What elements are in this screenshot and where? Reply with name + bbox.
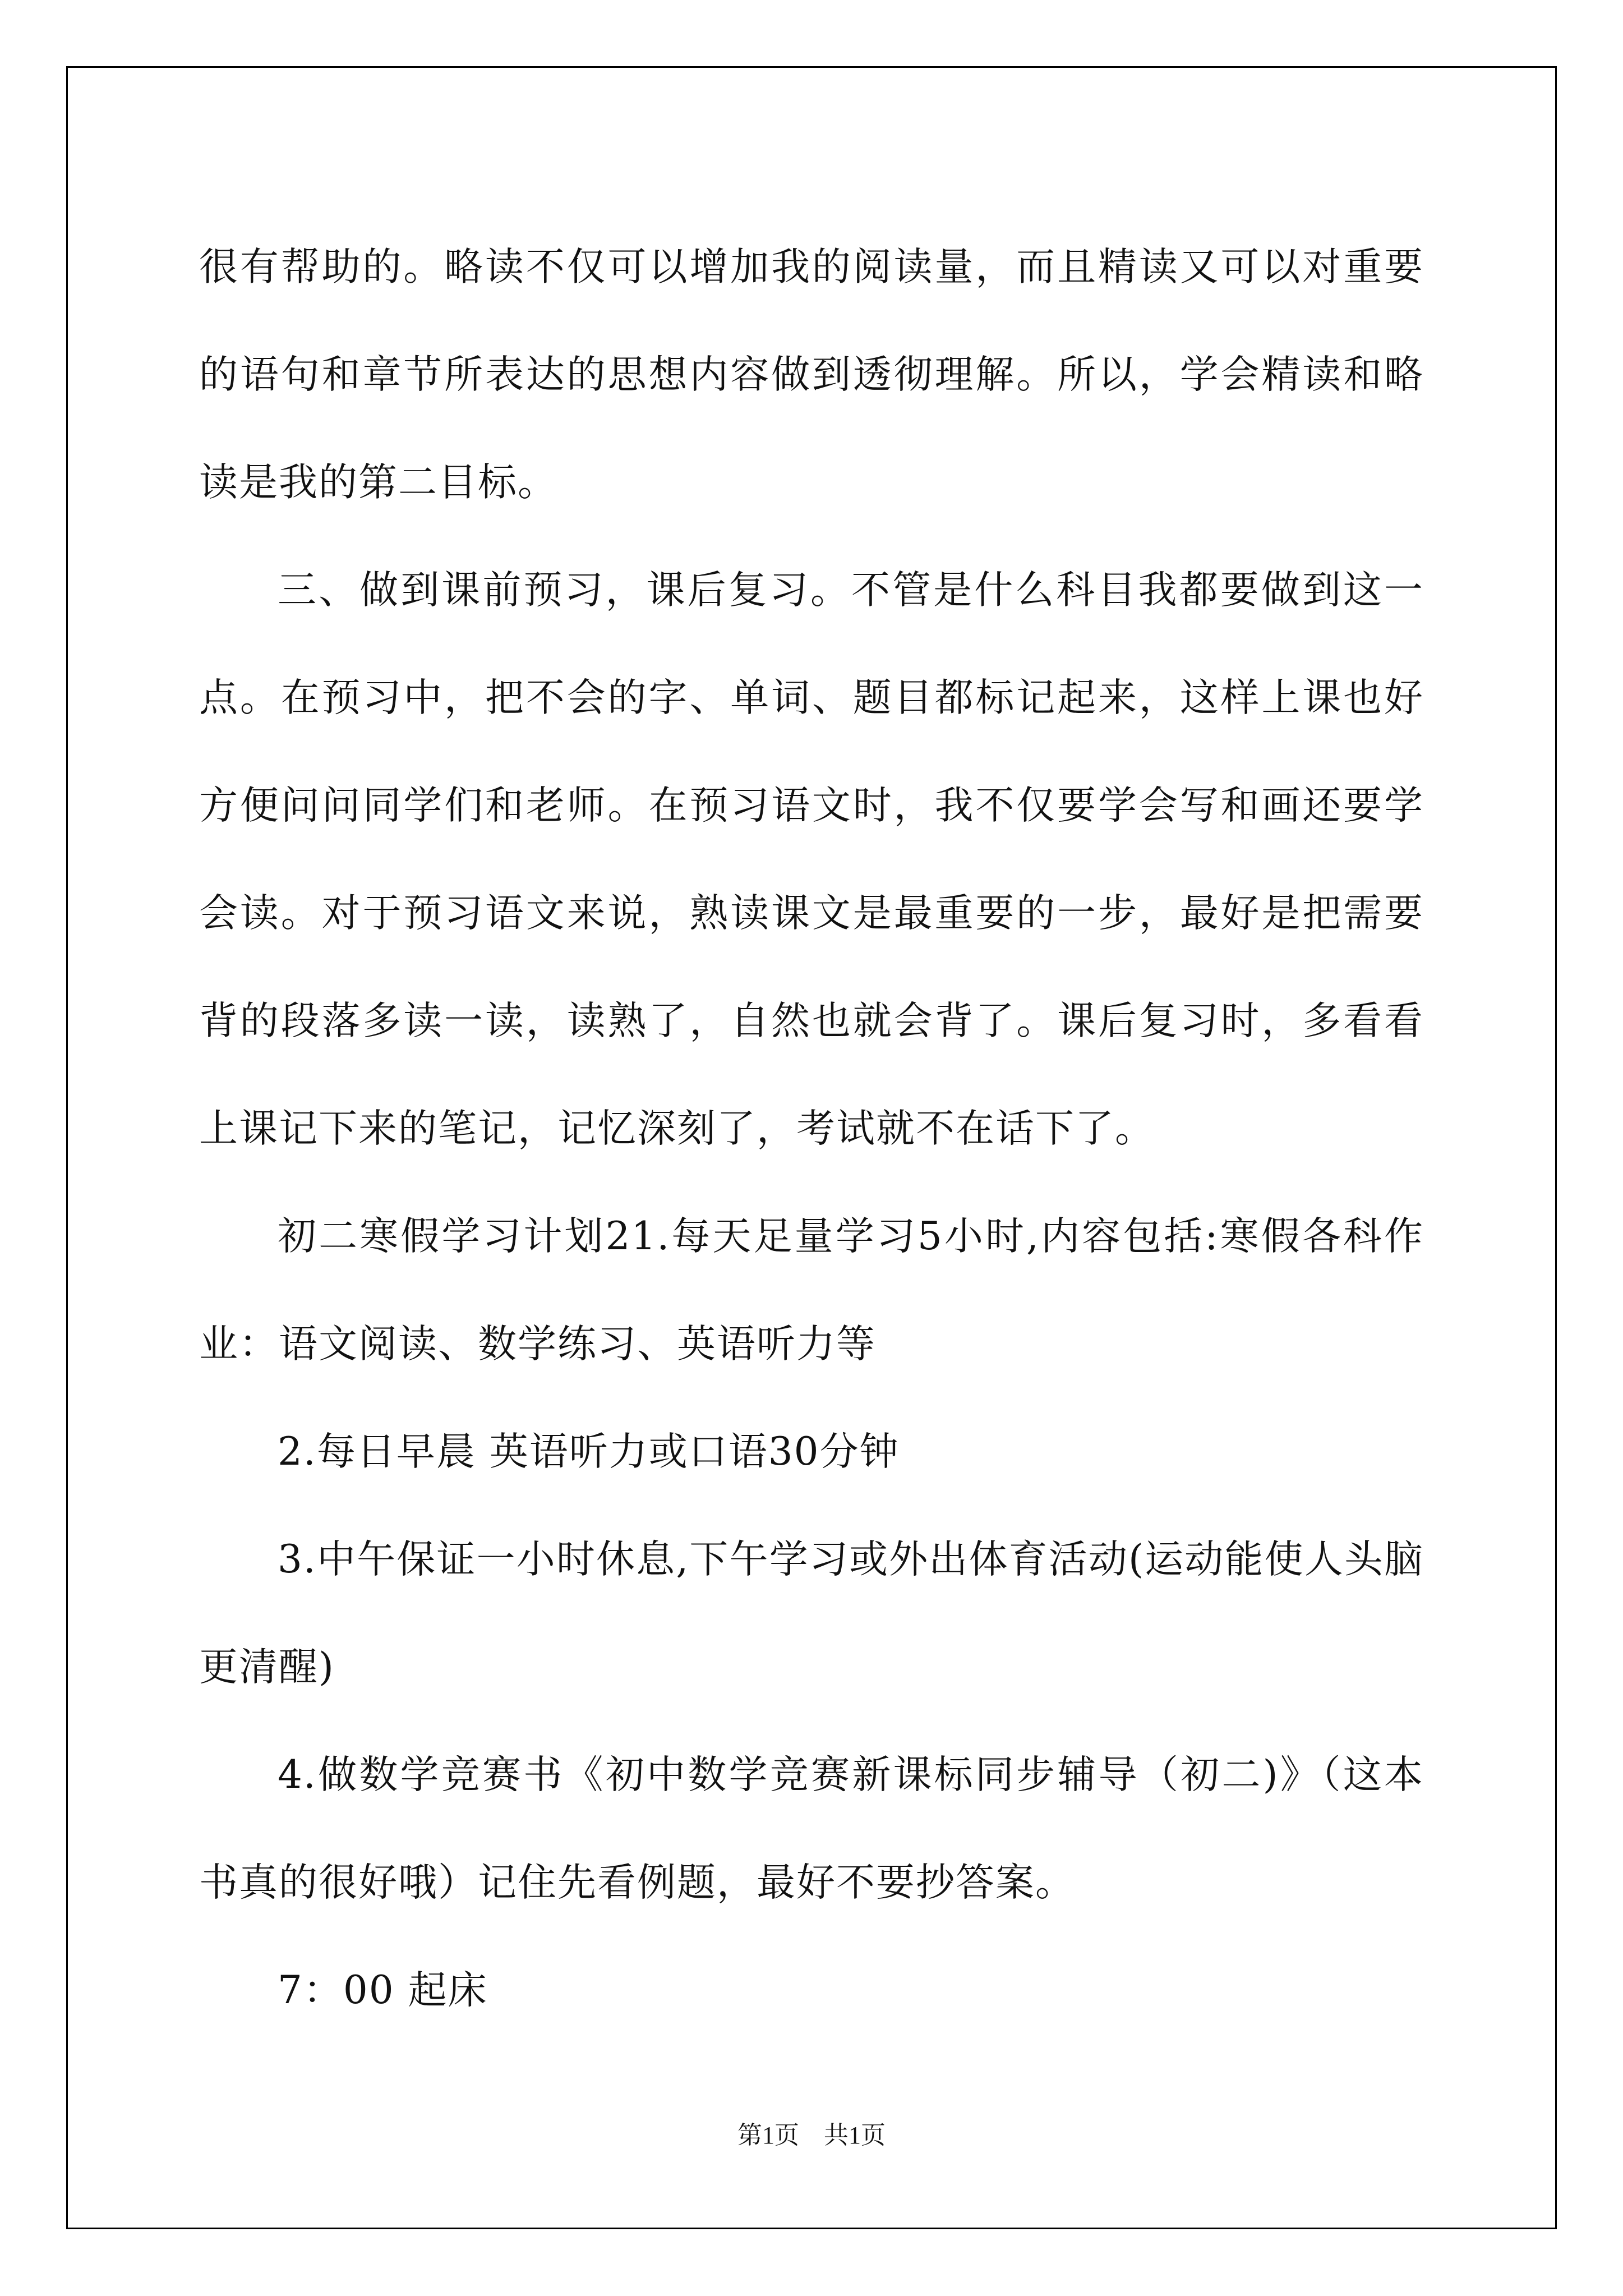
document-body xyxy=(199,213,1424,2044)
page-footer xyxy=(0,2115,1623,2151)
paragraph-3: 初二寒假学习计划21.每天足量学习5小时,内容包括:寒假各科作业：语文阅读、数学练习、英语听力等 xyxy=(199,1214,1424,1366)
page-total: 共1页 xyxy=(824,2122,886,2149)
paragraph-4: 2.每日早晨 英语听力或口语30分钟 xyxy=(278,1429,900,1474)
paragraph-7: 7：00 起床 xyxy=(278,1968,488,2013)
paragraph-1: 很有帮助的。略读不仅可以增加我的阅读量，而且精读又可以对重要的语句和章节所表达的思想内容做到透彻理解。所以，学会精读和略读是我的第二目标。 xyxy=(199,245,1424,505)
paragraph-2: 三、做到课前预习，课后复习。不管是什么科目我都要做到这一点。在预习中，把不会的字、单词、题目都标记起来，这样上课也好方便问问同学们和老师。在预习语文时，我不仅要学会写和画还要学会读。对于预习语文来说，熟读课文是最重要的一步，最好是把需要背的段落多读一读，读熟了，自然也就会背了。课后复习时，多看看上课记下来的笔记，记忆深刻了，考试就不在话下了。 xyxy=(199,568,1424,1151)
page-number: 第1页 xyxy=(737,2122,799,2149)
paragraph-6: 4.做数学竞赛书《初中数学竞赛新课标同步辅导（初二)》（这本书真的很好哦）记住先看例题，最好不要抄答案。 xyxy=(199,1752,1424,1905)
paragraph-5: 3.中午保证一小时休息,下午学习或外出体育活动(运动能使人头脑更清醒) xyxy=(199,1537,1424,1690)
